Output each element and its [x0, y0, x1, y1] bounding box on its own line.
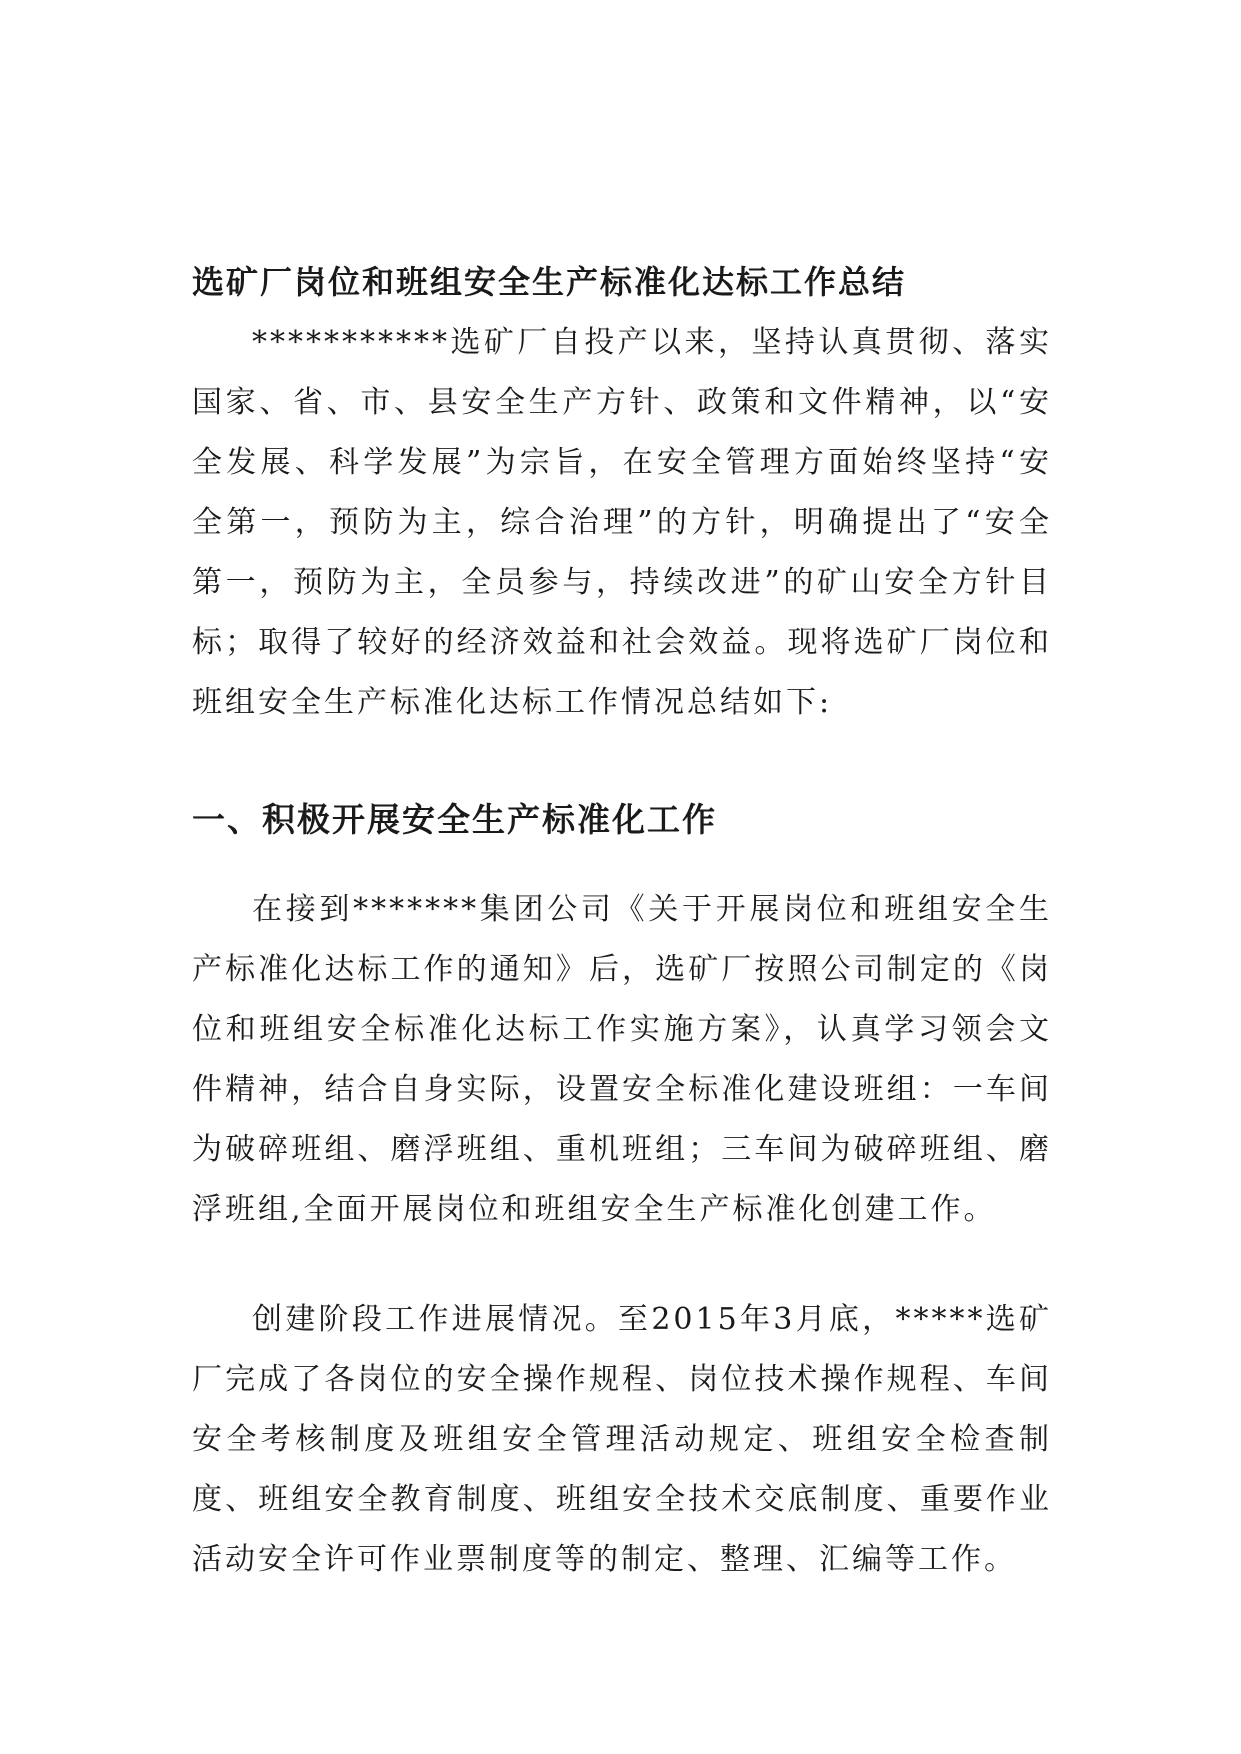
section-1-paragraph-1: 在接到*******集团公司《关于开展岗位和班组安全生产标准化达标工作的通知》后，选矿厂按照公司制定的《岗位和班组安全标准化达标工作实施方案》，认真学习领会文件精神，结合自身实际，设置安全标准化建设班组：一车间为破碎班组、磨浮班组、重机班组；三车间为破碎班组、磨浮班组,全面开展岗位和班组安全生产标准化创建工作。	[192, 892, 1052, 1227]
document-title: 选矿厂岗位和班组安全生产标准化达标工作总结	[192, 263, 907, 301]
intro-paragraph: ***********选矿厂自投产以来，坚持认真贯彻、落实国家、省、市、县安全生产方针、政策和文件精神，以“安全发展、科学发展”为宗旨，在安全管理方面始终坚持“安全第一，预防为主，综合治理”的方针，明确提出了“安全第一，预防为主，全员参与，持续改进”的矿山安全方针目标；取得了较好的经济效益和社会效益。现将选矿厂岗位和班组安全生产标准化达标工作情况总结如下:	[192, 325, 1052, 720]
section-heading-1: 一、积极开展安全生产标准化工作	[192, 800, 717, 839]
section-1-paragraph-2: 创建阶段工作进展情况。至2015年3月底，*****选矿厂完成了各岗位的安全操作规程、岗位技术操作规程、车间安全考核制度及班组安全管理活动规定、班组安全检查制度、班组安全教育制度、班组安全技术交底制度、重要作业活动安全许可作业票制度等的制定、整理、汇编等工作。	[192, 1302, 1052, 1577]
